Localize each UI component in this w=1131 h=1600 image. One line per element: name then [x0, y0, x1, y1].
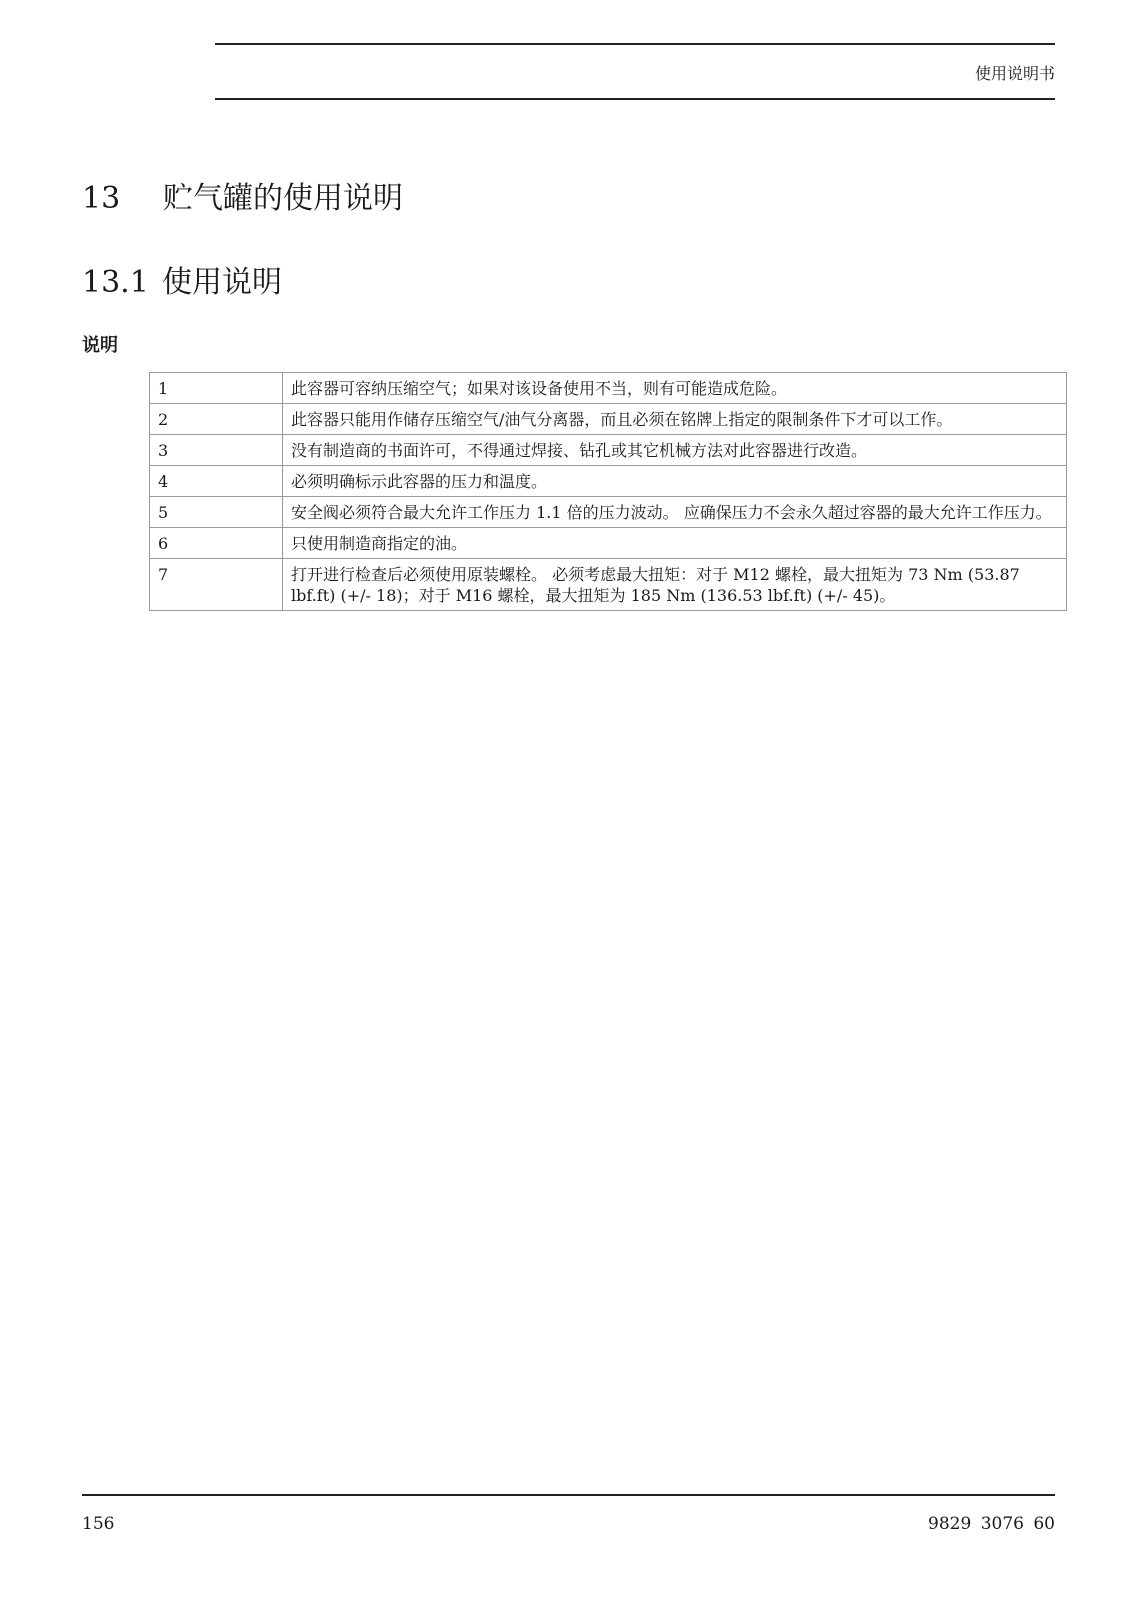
header-rule-top: [215, 43, 1055, 45]
section-number: 13.1: [82, 265, 149, 300]
table-row: [150, 404, 1067, 435]
row-text: 只使用制造商指定的油。: [283, 528, 1067, 559]
instructions-table: [149, 372, 1067, 611]
section-title: 使用说明: [162, 265, 282, 300]
table-row: [150, 497, 1067, 528]
table-row: [150, 435, 1067, 466]
row-number: 5: [150, 497, 283, 528]
chapter-title: 贮气罐的使用说明: [163, 181, 403, 216]
row-text: 打开进行检查后必须使用原装螺栓。 必须考虑最大扭矩：对于 M12 螺栓，最大扭矩为 73 Nm (53.87 lbf.ft) (+/- 18)；对于 M16 螺栓，最大扭矩为 185 Nm (136.53 lbf.ft) (+/- 45)。: [283, 559, 1067, 611]
table-label: 说明: [82, 335, 118, 356]
row-text: 必须明确标示此容器的压力和温度。: [283, 466, 1067, 497]
row-text: 此容器只能用作储存压缩空气/油气分离器，而且必须在铭牌上指定的限制条件下才可以工作。: [283, 404, 1067, 435]
footer-rule: [82, 1494, 1055, 1496]
chapter-heading: [82, 173, 403, 217]
row-text: 安全阀必须符合最大允许工作压力 1.1 倍的压力波动。 应确保压力不会永久超过容器的最大允许工作压力。: [283, 497, 1067, 528]
row-number: 2: [150, 404, 283, 435]
table-row: [150, 559, 1067, 611]
section-heading: [82, 257, 282, 301]
table-row: [150, 373, 1067, 404]
row-number: 4: [150, 466, 283, 497]
row-number: 7: [150, 559, 283, 611]
chapter-number: 13: [82, 181, 121, 216]
row-number: 3: [150, 435, 283, 466]
row-text: 没有制造商的书面许可，不得通过焊接、钻孔或其它机械方法对此容器进行改造。: [283, 435, 1067, 466]
table-row: [150, 528, 1067, 559]
row-text: 此容器可容纳压缩空气；如果对该设备使用不当，则有可能造成危险。: [283, 373, 1067, 404]
row-number: 1: [150, 373, 283, 404]
document-number: 9829 3076 60: [928, 1514, 1055, 1534]
page-number: 156: [82, 1514, 115, 1534]
table-row: [150, 466, 1067, 497]
header-rule-bottom: [215, 98, 1055, 100]
running-header-title: 使用说明书: [974, 64, 1055, 83]
row-number: 6: [150, 528, 283, 559]
